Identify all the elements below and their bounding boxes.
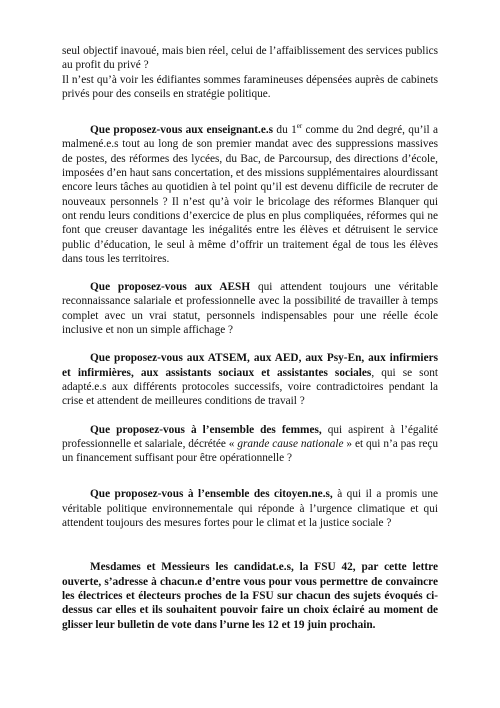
paragraph-intro-continuation: seul objectif inavoué, mais bien réel, celui de l’affaiblissement des services publics au profit du privé ? bbox=[62, 45, 438, 72]
paragraph-atsem: Que proposez-vous aux ATSEM, aux AED, aux Psy-En, aux infirmiers et infirmières, aux assistants sociaux et assistantes sociales, qui se sont adapté.e.s aux différents protocoles successifs, voire contradictoires pendant la crise et attendent de meilleures conditions de travail ? bbox=[62, 352, 439, 408]
paragraph-women: Que proposez-vous à l’ensemble des femmes, qui aspirent à l’égalité professionnelle et salariale, décrétée « grande cause nationale » et qui n’a pas reçu un financement suffisant pour être opérationnelle ? bbox=[62, 423, 439, 465]
question-teachers: Que proposez-vous aux enseignant.e.s bbox=[90, 124, 274, 137]
ordinal-superscript: er bbox=[296, 122, 303, 131]
paragraph-citizens: Que proposez-vous à l’ensemble des citoyen.ne.s, à qui il a promis une véritable politique environnementale qui réponde à l’urgence climatique et qui attendent toujours des mesures fortes pour le climat et la justice sociale ? bbox=[62, 488, 438, 530]
question-atsem: Que proposez-vous aux ATSEM, aux AED, aux Psy-En, aux infirmiers et infirmières, aux assistants sociaux et assistantes sociales bbox=[62, 352, 438, 379]
question-women: Que proposez-vous à l’ensemble des femmes, bbox=[90, 423, 322, 436]
question-citizens: Que proposez-vous à l’ensemble des citoyen.ne.s, bbox=[90, 488, 333, 501]
paragraph-teachers: Que proposez-vous aux enseignant.e.s du 1er comme du 2nd degré, qu’il a malmené.e.s tout au long de son premier mandat avec des suppressions massives de postes, des réformes des lycées, du Bac, de Parcoursup, des directions d’école, imposées d’en haut sans concertation, et des missions supplémentaires alourdissant encore leurs tâches au quotidien à tel point qu’il est devenu difficile de recruter de nouveaux personnels ? Il n’est qu’à voir le bricolage des réformes Blanquer qui ont rendu leurs conditions d’exercice de plus en plus compliquées, réformes qui ne font que creuser davantage les inégalités entre les élèves et détruisent le service public d’éducation, le seul à même d’offrir un traitement égal de tous les élèves dans tous les territoires. bbox=[62, 122, 438, 265]
paragraph-closing: Mesdames et Messieurs les candidat.e.s, la FSU 42, par cette lettre ouverte, s’adresse à chacun.e d’entre vous pour vous permettre de convaincre les électrices et électeurs proches de la FSU sur chacun des sujets évoqués ci-dessus car elles et ils souhaitent pouvoir faire un choix éclairé au moment de glisser leur bulletin de vote dans l’urne les 12 et 19 juin prochain. bbox=[62, 561, 438, 631]
quoted-phrase: grande cause nationale bbox=[237, 437, 344, 450]
paragraph-aesh: Que proposez-vous aux AESH qui attendent toujours une véritable reconnaissance salariale et professionnelle avec la possibilité de travailler à temps complet avec un vrai statut, personnels indispensables pour une réelle école inclusive et non un simple affichage ? bbox=[62, 281, 438, 337]
paragraph-consulting-firms: Il n’est qu’à voir les édifiantes sommes faramineuses dépensées auprès de cabinets privés pour des conseils en stratégie politique. bbox=[62, 73, 438, 100]
question-aesh: Que proposez-vous aux AESH bbox=[90, 281, 251, 294]
